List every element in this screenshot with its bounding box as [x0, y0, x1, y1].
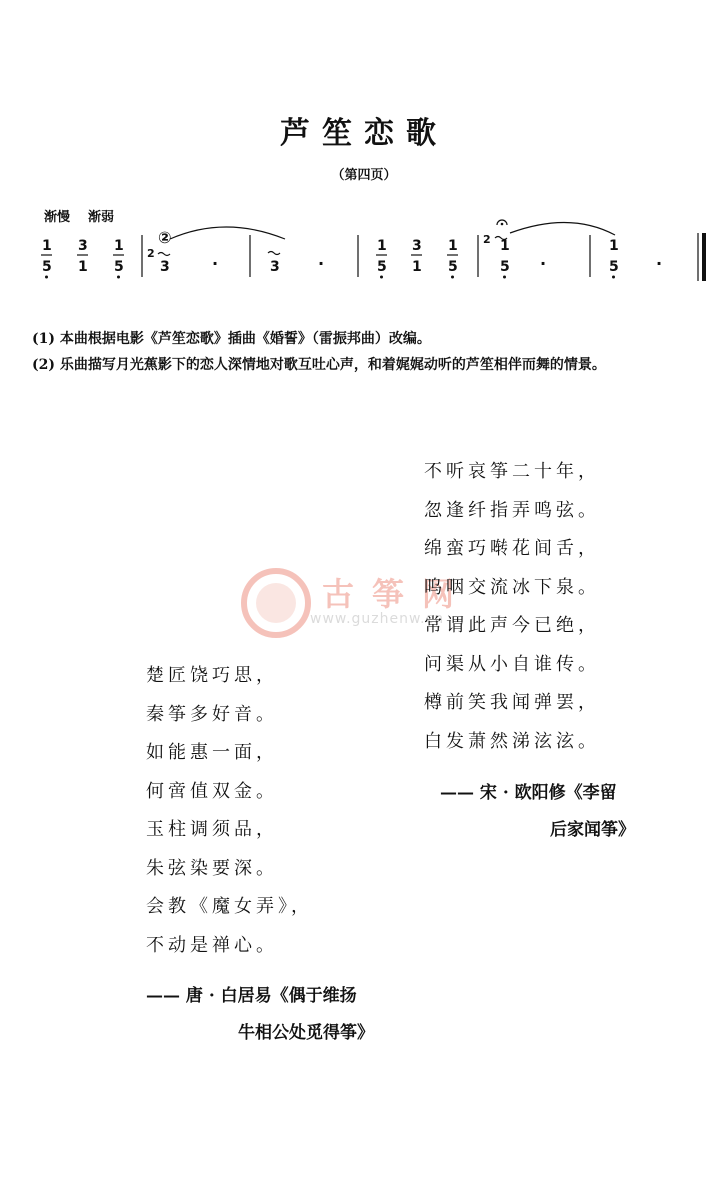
chord-group-2	[376, 238, 458, 279]
poem-line: 白发萧然涕泫泫。	[424, 730, 600, 752]
tempo-mark-slow: 渐慢	[44, 210, 71, 225]
footnote-2: (2) 乐曲描写月光蕉影下的恋人深情地对歌互吐心声，和着娓娓动听的芦笙相伴而舞的情景。	[32, 357, 606, 373]
svg-text:3: 3	[270, 259, 280, 275]
chord-note: 5	[377, 259, 387, 275]
watermark-logo-icon	[238, 563, 318, 643]
chord-note: 3	[78, 238, 88, 254]
svg-text:·: ·	[540, 254, 547, 273]
chord-note: 1	[114, 238, 124, 254]
chord-note: 1	[78, 259, 88, 275]
svg-text:1: 1	[500, 238, 510, 254]
poem-line: 何啻值双金。	[146, 780, 278, 802]
footnotes	[20, 326, 710, 378]
poem-line: 不动是禅心。	[146, 934, 278, 956]
watermark-name: 古筝网	[322, 575, 473, 613]
chord-note: 5	[448, 259, 458, 275]
svg-text:3: 3	[160, 259, 170, 275]
footnote-1: (1) 本曲根据电影《芦笙恋歌》插曲《婚誓》（雷振邦曲）改编。	[32, 331, 431, 347]
page-subtitle: （第四页）	[331, 168, 397, 183]
chord-note: 3	[412, 238, 422, 254]
poem-line: 不听哀筝二十年，	[424, 461, 600, 482]
svg-text:2: 2	[147, 247, 155, 260]
svg-text:·: ·	[656, 254, 663, 273]
svg-text:1: 1	[609, 238, 619, 254]
poem-line: 忽逢纤指弄鸣弦。	[424, 499, 600, 521]
watermark-url: www.guzhenw.cn	[310, 611, 445, 627]
poem-line: 玉柱调须品，	[146, 819, 278, 840]
poem-line: 如能惠一面，	[146, 742, 278, 763]
poem-line: 楚匠饶巧思，	[146, 665, 278, 686]
fingering-mark: ②	[158, 228, 172, 247]
chord-note: 1	[377, 238, 387, 254]
music-score	[0, 205, 728, 295]
svg-text:2: 2	[483, 233, 491, 246]
poem-right	[424, 453, 600, 761]
page-title: 芦笙恋歌	[280, 116, 448, 151]
poem-line: 会教《魔女弄》，	[146, 896, 313, 917]
poem-line: 秦筝多好音。	[146, 703, 278, 725]
poem-line: 绵蛮巧啭花间舌，	[424, 538, 600, 559]
chord-note: 1	[448, 238, 458, 254]
chord-group-1	[41, 238, 124, 279]
svg-text:5: 5	[500, 259, 510, 275]
poem-line: 樽前笑我闻弹罢，	[424, 692, 600, 713]
svg-text:5: 5	[609, 259, 619, 275]
poem-line: 常谓此声今已绝，	[424, 615, 600, 636]
poem-line: 呜咽交流冰下泉。	[424, 576, 600, 598]
chord-note: 5	[42, 259, 52, 275]
measure-2	[483, 220, 662, 279]
svg-text:·: ·	[212, 254, 219, 273]
measure-1	[147, 227, 324, 277]
poem-right-attribution: —— 宋 · 欧阳修《李留 后家闻筝》	[440, 783, 635, 840]
poem-left-attribution: —— 唐 · 白居易《偶于维扬 牛相公处觅得筝》	[146, 986, 374, 1043]
poem-left	[146, 657, 313, 965]
svg-text:·: ·	[318, 254, 325, 273]
chord-note: 1	[412, 259, 422, 275]
chord-note: 5	[114, 259, 124, 275]
tempo-mark-soft: 渐弱	[88, 210, 115, 225]
poem-line: 朱弦染要深。	[146, 857, 278, 879]
chord-note: 1	[42, 238, 52, 254]
poem-line: 问渠从小自谁传。	[424, 653, 600, 675]
